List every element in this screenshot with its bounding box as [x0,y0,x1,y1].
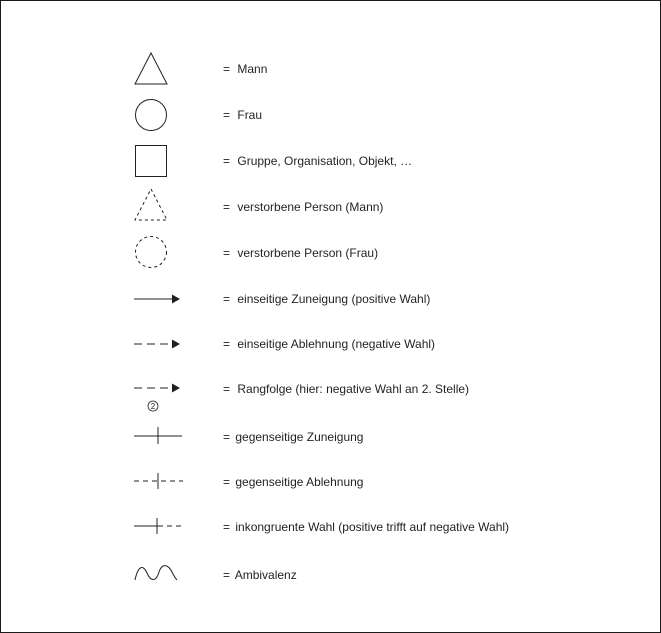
dashed-arrow-icon [121,323,191,363]
legend-label-gegenseitige-ablehnung [223,475,363,489]
legend-label-rangfolge [223,382,469,396]
circle-dashed-icon [121,233,191,273]
legend-row-inkongruente-wahl [121,506,641,546]
legend-label-gegenseitige-zuneigung [223,430,363,444]
legend-label-verstorben-mann [223,200,383,214]
equals-sign: = [223,568,231,582]
equals-sign: = [223,475,231,489]
legend-row-gegenseitige-ablehnung [121,461,641,501]
solid-arrow-icon [121,279,191,319]
dashed-arrow-ranked-icon [121,367,191,417]
dashed-crossed-line-icon [121,461,191,501]
legend-label-inkongruente-wahl [223,520,509,534]
legend-row-ambivalenz [121,553,641,593]
label-text: gegenseitige Zuneigung [235,430,364,444]
equals-sign: = [223,154,231,168]
label-text: inkongruente Wahl (positive trifft auf negative Wahl) [235,520,510,534]
legend-row-verstorben-frau [121,233,641,273]
label-text: Gruppe, Organisation, Objekt, … [237,154,413,168]
equals-sign: = [223,337,231,351]
legend-row-einseitige-zuneigung [121,279,641,319]
equals-sign: = [223,382,231,396]
legend-row-mann [121,49,641,89]
rank-marker: 2 [150,402,156,411]
legend-row-verstorben-mann [121,187,641,227]
legend-row-gruppe [121,141,641,181]
equals-sign: = [223,246,231,260]
legend-row-rangfolge [121,367,641,411]
legend-row-frau [121,95,641,135]
legend-label-gruppe [223,154,412,168]
equals-sign: = [223,62,231,76]
equals-sign: = [223,292,231,306]
label-text: einseitige Ablehnung (negative Wahl) [237,337,436,351]
equals-sign: = [223,520,231,534]
legend-label-einseitige-ablehnung [223,337,435,351]
triangle-dashed-icon [121,187,191,227]
legend-label-mann [223,62,267,76]
legend-row-einseitige-ablehnung [121,323,641,363]
wave-icon [121,553,191,593]
label-text: Rangfolge (hier: negative Wahl an 2. Stelle) [237,382,470,396]
label-text: Frau [237,108,263,122]
label-text: verstorbene Person (Mann) [237,200,384,214]
equals-sign: = [223,200,231,214]
legend-label-ambivalenz [223,568,297,582]
label-text: Ambivalenz [234,568,297,582]
triangle-solid-icon [121,49,191,89]
legend-row-gegenseitige-zuneigung [121,416,641,456]
circle-solid-icon [121,95,191,135]
label-text: einseitige Zuneigung (positive Wahl) [237,292,431,306]
solid-crossed-line-icon [121,416,191,456]
equals-sign: = [223,430,231,444]
equals-sign: = [223,108,231,122]
legend-label-frau [223,108,262,122]
mixed-crossed-line-icon [121,506,191,546]
label-text: gegenseitige Ablehnung [235,475,364,489]
label-text: verstorbene Person (Frau) [237,246,379,260]
legend-label-einseitige-zuneigung [223,292,430,306]
square-solid-icon [121,141,191,181]
legend-label-verstorben-frau [223,246,378,260]
label-text: Mann [237,62,268,76]
